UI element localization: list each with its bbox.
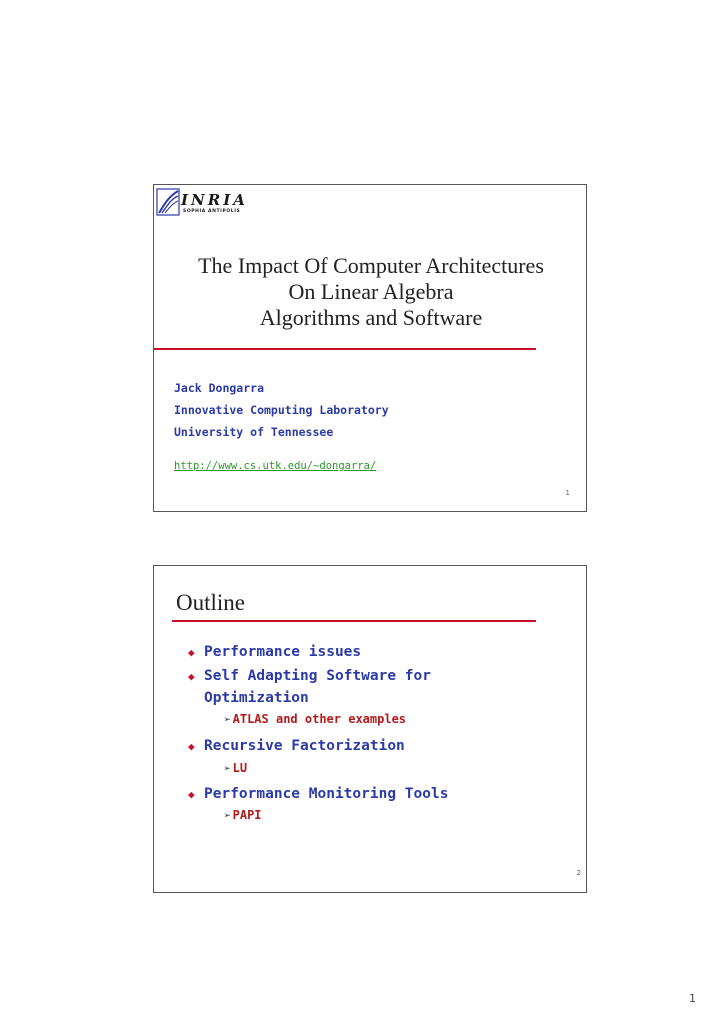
bullet-text: Optimization <box>204 690 309 706</box>
bullet-item <box>188 642 362 662</box>
slide-2-page-number: 2 <box>576 869 581 877</box>
diamond-bullet-icon: ◆ <box>188 670 195 683</box>
inria-emblem-icon <box>156 187 182 219</box>
title-divider <box>172 620 536 622</box>
title-line-2: On Linear Algebra <box>288 279 454 304</box>
inria-logo <box>156 187 276 219</box>
slide-1-title <box>154 253 588 331</box>
bullet-text: Performance Monitoring Tools <box>204 786 449 802</box>
slide-2 <box>153 565 587 893</box>
sub-bullet-text: LU <box>232 761 248 775</box>
arrow-bullet-icon: ➢ <box>224 809 231 822</box>
sub-bullet-item <box>224 808 262 822</box>
affiliation-lab: Innovative Computing Laboratory <box>174 403 389 417</box>
bullet-text: Performance issues <box>204 644 362 660</box>
bullet-text: Self Adapting Software for <box>204 668 431 684</box>
sub-bullet-text: PAPI <box>232 808 262 822</box>
bullet-item <box>188 666 431 686</box>
slide-2-title: Outline <box>176 590 245 615</box>
diamond-bullet-icon: ◆ <box>188 646 195 659</box>
diamond-bullet-icon: ◆ <box>188 740 195 753</box>
title-line-1: The Impact Of Computer Architectures <box>198 253 544 278</box>
arrow-bullet-icon: ➢ <box>224 713 231 726</box>
sub-bullet-item <box>224 712 406 726</box>
bullet-text: Recursive Factorization <box>204 738 405 754</box>
sheet-page-number: 1 <box>689 992 696 1005</box>
arrow-bullet-icon: ➢ <box>224 762 231 775</box>
bullet-item-continuation <box>204 688 309 708</box>
slide-1-page-number: 1 <box>565 489 570 497</box>
slide-1 <box>153 184 587 512</box>
author-name: Jack Dongarra <box>174 381 265 395</box>
title-divider <box>154 348 536 350</box>
bullet-item <box>188 736 405 756</box>
sub-bullet-text: ATLAS and other examples <box>232 712 407 726</box>
logo-subtitle: SOPHIA ANTIPOLIS <box>183 209 241 214</box>
affiliation-university: University of Tennessee <box>174 425 334 439</box>
diamond-bullet-icon: ◆ <box>188 788 195 801</box>
bullet-item <box>188 784 449 804</box>
homepage-link[interactable]: http://www.cs.utk.edu/~dongarra/ <box>174 460 377 472</box>
logo-word: INRIA <box>181 191 248 209</box>
sub-bullet-item <box>224 761 247 775</box>
title-line-3: Algorithms and Software <box>259 305 483 330</box>
